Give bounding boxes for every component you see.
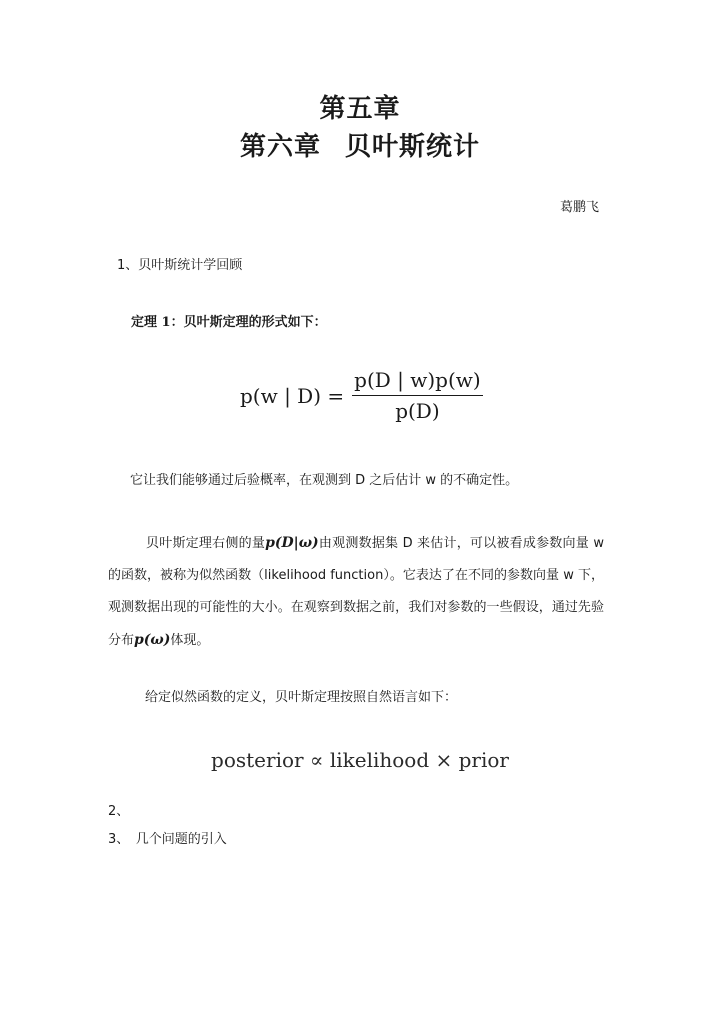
chapter-topic: 贝叶斯统计 <box>345 132 481 162</box>
author-name: 葛鹏飞 <box>560 200 600 215</box>
paragraph-likelihood-part2: 由观测数据集 D 来估计，可以被看成参数向量 w 的函数，被称为似然函数（likelihood function）。它表达了在不同的参数向量 w 下，观测数据出现的可能性的大小。在观察到数据之前，我们对参数的一些假设，通过先验分布 <box>108 536 604 648</box>
paragraph-likelihood-part1: 贝叶斯定理右侧的量 <box>146 536 266 551</box>
formula-numerator: p(D | w)p(w) <box>352 368 483 396</box>
paragraph-posterior: 它让我们能够通过后验概率，在观测到 D 之后估计 w 的不确定性。 <box>130 473 519 488</box>
likelihood-math: p(D|ω) <box>265 535 319 551</box>
chapter-title-line2 <box>0 126 720 163</box>
proportional-formula: posterior ∝ likelihood × prior <box>211 748 509 772</box>
prior-math: p(ω) <box>134 632 171 648</box>
bayes-formula <box>240 368 483 423</box>
formula-denominator: p(D) <box>395 399 440 423</box>
paragraph-likelihood-part3: 体现。 <box>170 633 210 648</box>
section1-heading: 1、贝叶斯统计学回顾 <box>117 258 243 273</box>
formula-lhs: p(w | D) = <box>240 383 345 408</box>
chapter-title-line1: 第五章 <box>319 94 401 124</box>
paragraph-natural-language: 给定似然函数的定义，贝叶斯定理按照自然语言如下： <box>145 690 458 705</box>
section3-heading: 3、 几个问题的引入 <box>108 832 227 847</box>
section2-heading: 2、 <box>108 804 130 819</box>
theorem-label: 定理 1：贝叶斯定理的形式如下： <box>131 315 327 330</box>
paragraph-likelihood <box>108 527 604 657</box>
chapter-number: 第六章 <box>239 132 321 162</box>
formula-fraction <box>352 368 483 423</box>
